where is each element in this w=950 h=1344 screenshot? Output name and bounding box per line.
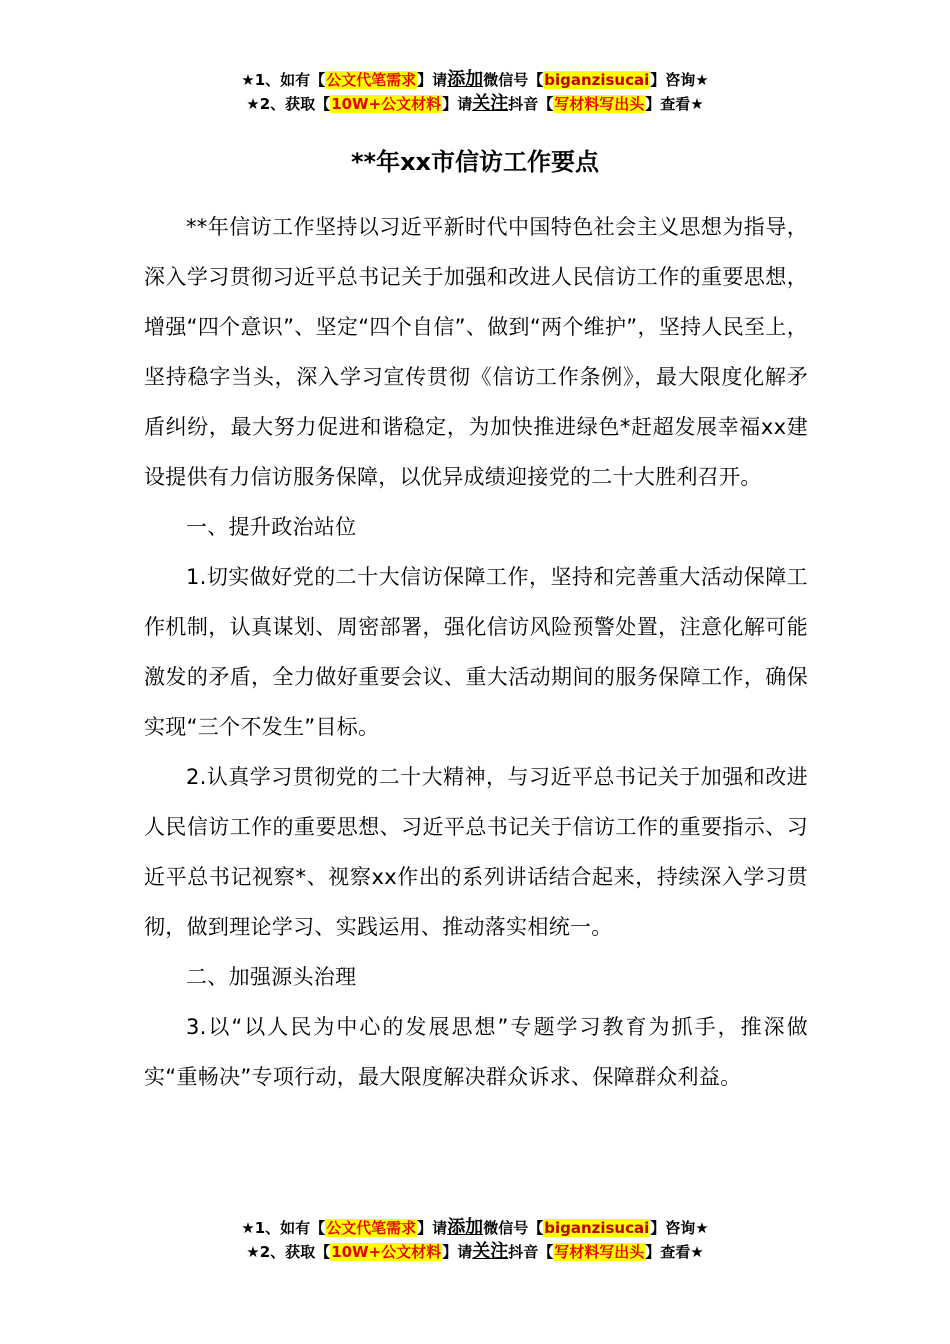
section-heading-2: 二、加强源头治理 <box>186 965 357 989</box>
promo-line-1 <box>0 1216 950 1240</box>
promo-text: 抖音【 <box>508 1243 554 1261</box>
section-heading-1: 一、提升政治站位 <box>186 515 357 539</box>
item-paragraph-2: 2.认真学习贯彻党的二十大精神，与习近平总书记关于加强和改进人民信访工作的重要思想、习近平总书记关于信访工作的重要指示、习近平总书记视察*、视察xx作出的系列讲话结合起来，持续深入学习贯彻，做到理论学习、实践运用、推动落实相统一。 <box>144 765 808 939</box>
promo-text: 】咨询★ <box>650 1219 709 1237</box>
intro-paragraph: **年信访工作坚持以习近平新时代中国特色社会主义思想为指导，深入学习贯彻习近平总书记关于加强和改进人民信访工作的重要思想，增强“四个意识”、坚定“四个自信”、做到“两个维护”，坚持人民至上，坚持稳字当头，深入学习宣传贯彻《信访工作条例》，最大限度化解矛盾纠纷，最大努力促进和谐稳定，为加快推进绿色*赶超发展幸福xx建设提供有力信访服务保障，以优异成绩迎接党的二十大胜利召开。 <box>144 215 808 489</box>
promo-underline: 添加 <box>447 1217 484 1238</box>
promo-text: 】请 <box>442 95 473 113</box>
promo-underline: 关注 <box>472 93 509 114</box>
footer-promo-banner <box>0 1216 950 1264</box>
promo-line-1 <box>0 68 950 92</box>
promo-text: ★1、如有【 <box>241 1219 326 1237</box>
promo-text: 】请 <box>442 1243 473 1261</box>
promo-underline: 添加 <box>447 69 484 90</box>
promo-wechat-id: biganzisucai <box>544 71 650 89</box>
promo-text: 】查看★ <box>645 1243 704 1261</box>
promo-text: 】咨询★ <box>650 71 709 89</box>
promo-text: 微信号【 <box>483 1219 544 1237</box>
promo-highlight: 公文代笔需求 <box>326 1219 417 1237</box>
promo-text: 抖音【 <box>508 95 554 113</box>
document-body <box>144 202 808 1102</box>
promo-highlight: 10W+公文材料 <box>331 1243 442 1261</box>
promo-highlight: 公文代笔需求 <box>326 71 417 89</box>
header-promo-banner <box>0 68 950 116</box>
promo-text: ★1、如有【 <box>241 71 326 89</box>
item-paragraph-1: 1.切实做好党的二十大信访保障工作，坚持和完善重大活动保障工作机制，认真谋划、周密部署，强化信访风险预警处置，注意化解可能激发的矛盾，全力做好重要会议、重大活动期间的服务保障工作，确保实现“三个不发生”目标。 <box>144 565 808 739</box>
item-paragraph-3: 3.以“以人民为中心的发展思想”专题学习教育为抓手，推深做实“重畅决”专项行动，最大限度解决群众诉求、保障群众利益。 <box>144 1015 808 1089</box>
promo-line-2 <box>0 1240 950 1264</box>
promo-underline: 关注 <box>472 1241 509 1262</box>
promo-highlight: 10W+公文材料 <box>331 95 442 113</box>
promo-text: 微信号【 <box>483 71 544 89</box>
promo-line-2 <box>0 92 950 116</box>
promo-highlight: 写材料写出头 <box>554 95 645 113</box>
promo-text: ★2、获取【 <box>246 95 331 113</box>
promo-text: 】请 <box>417 71 448 89</box>
document-title: **年xx市信访工作要点 <box>350 148 600 176</box>
promo-wechat-id: biganzisucai <box>544 1219 650 1237</box>
promo-text: ★2、获取【 <box>246 1243 331 1261</box>
promo-highlight: 写材料写出头 <box>554 1243 645 1261</box>
promo-text: 】请 <box>417 1219 448 1237</box>
promo-text: 】查看★ <box>645 95 704 113</box>
